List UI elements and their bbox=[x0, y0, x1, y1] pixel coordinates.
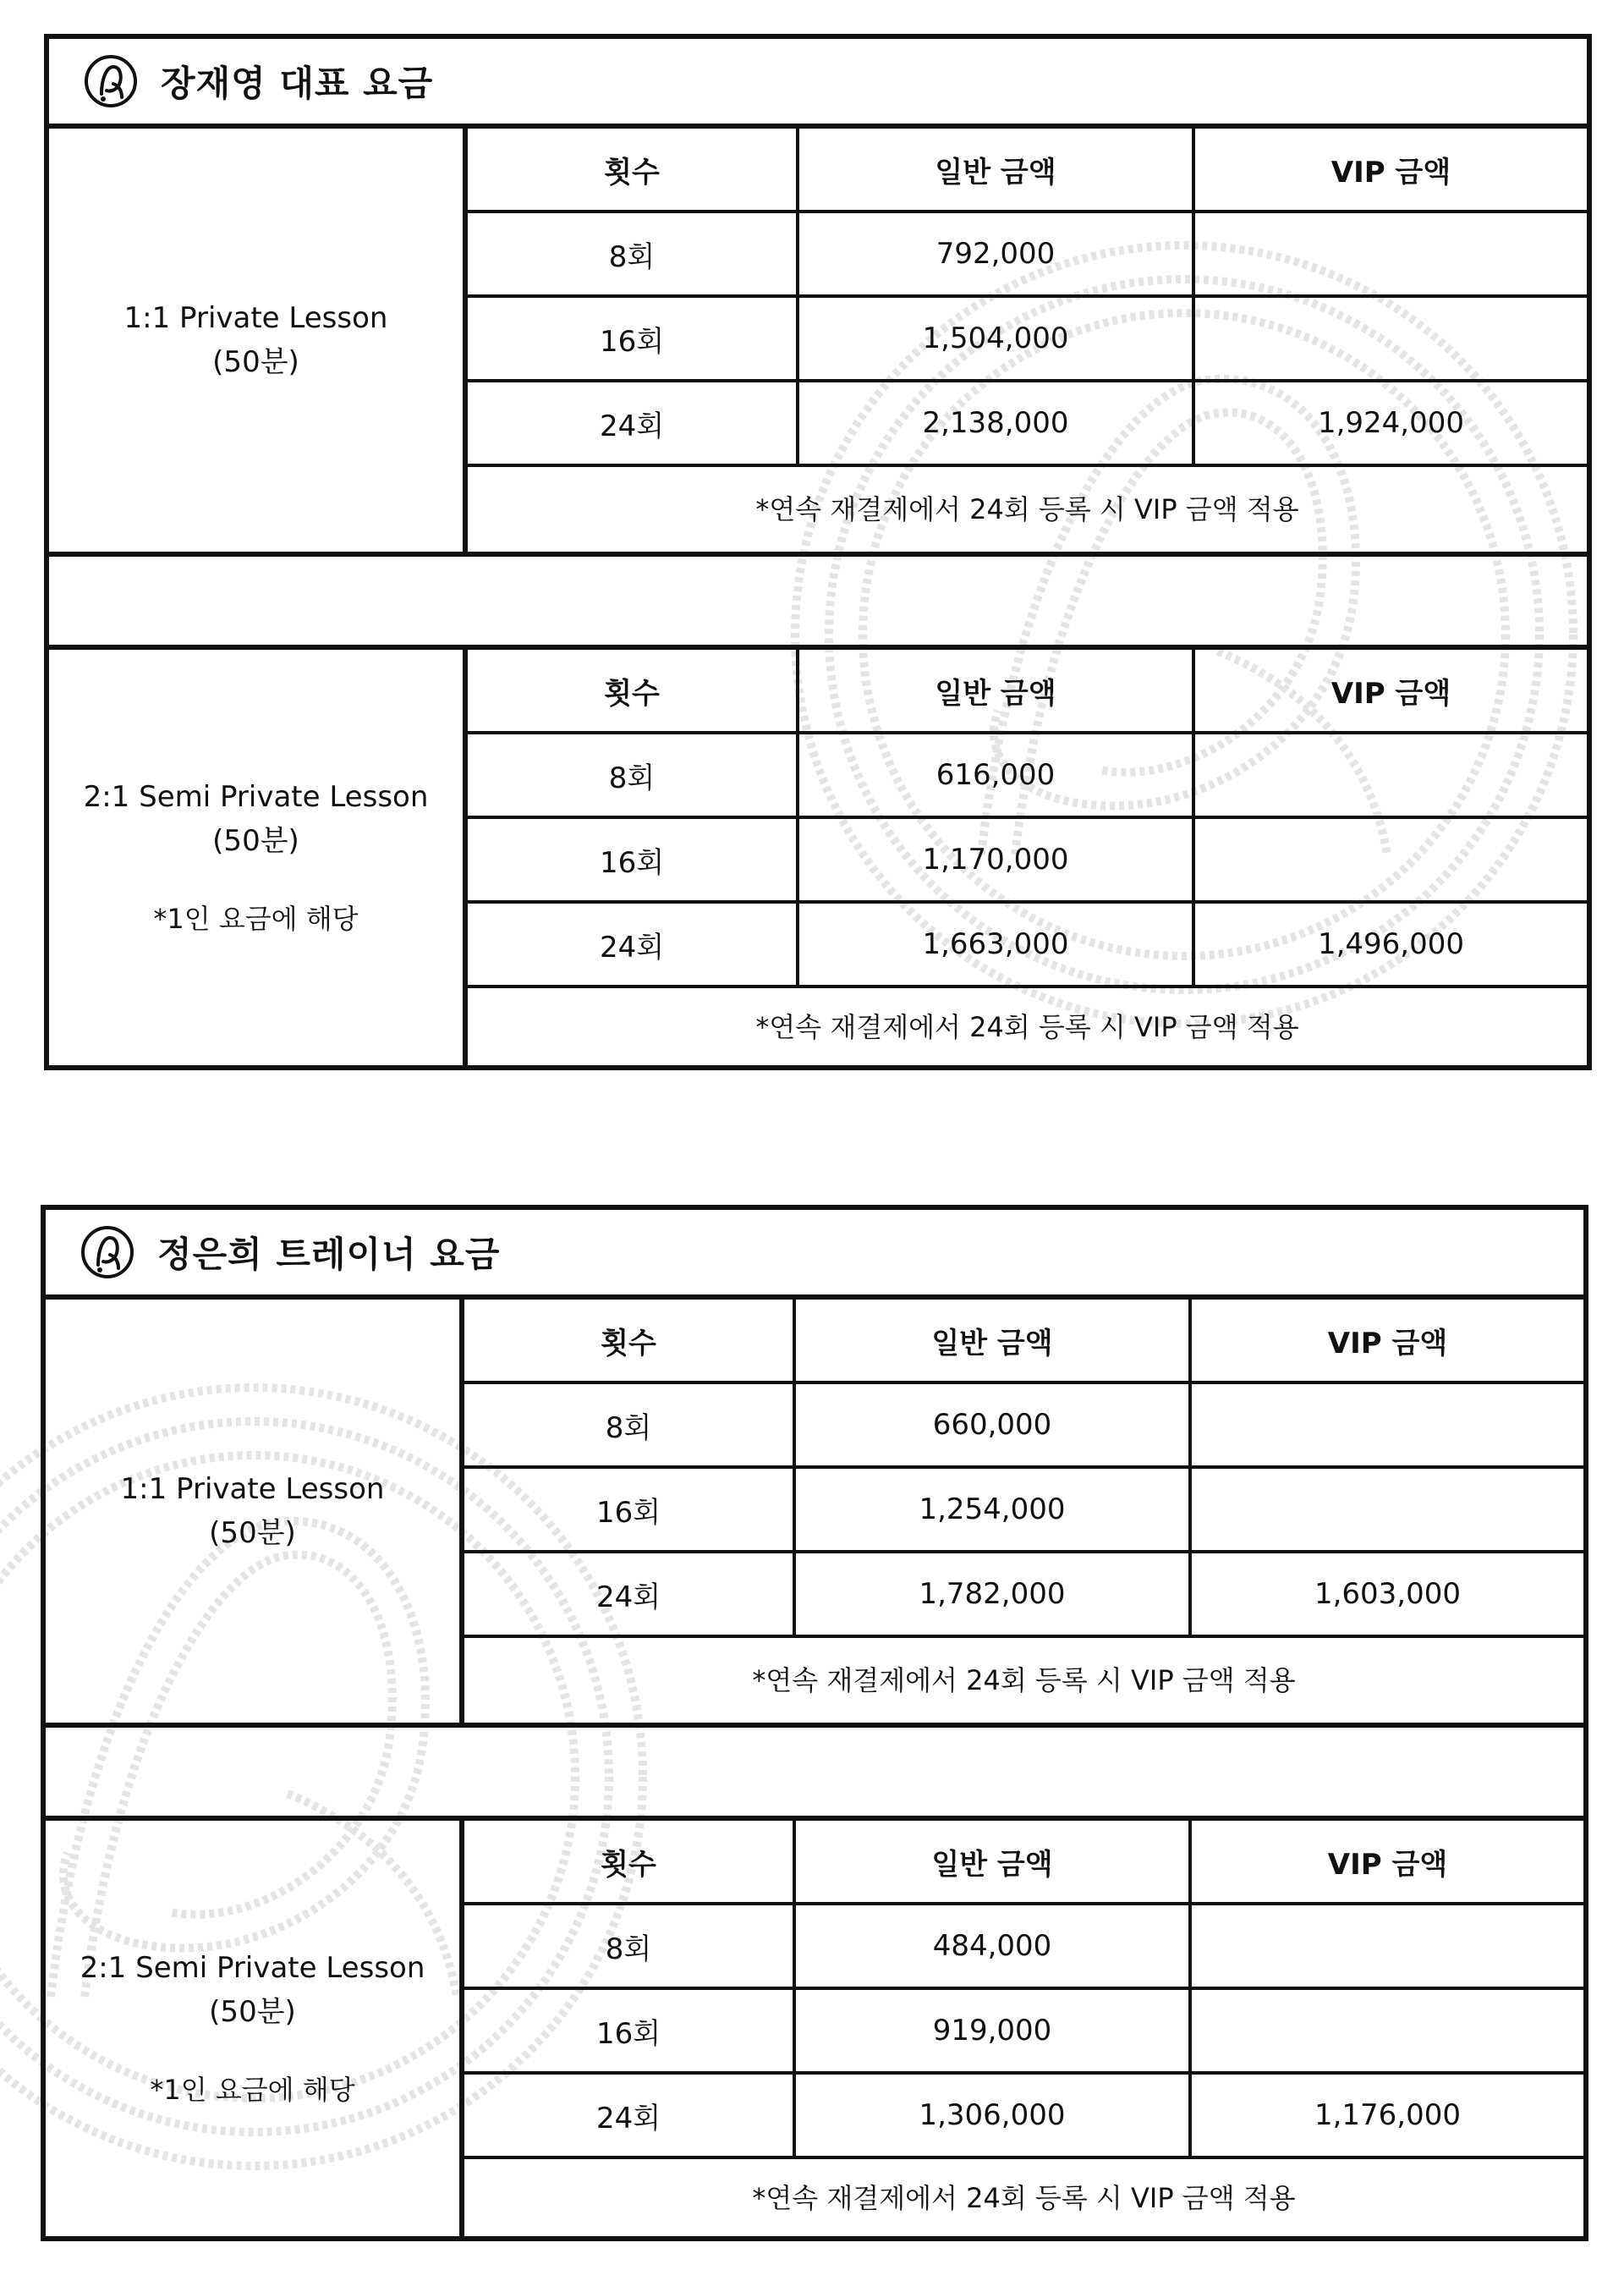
sessions-cell: 16회 bbox=[464, 1990, 796, 2071]
header-vip-price: VIP 금액 bbox=[1327, 1326, 1448, 1360]
header-regular-price: 일반 금액 bbox=[799, 129, 1195, 210]
table-row bbox=[468, 904, 1587, 988]
header-vip-price: VIP 금액 bbox=[1330, 155, 1451, 190]
lesson-type-cell bbox=[46, 1300, 464, 1723]
table-row bbox=[468, 382, 1587, 467]
table-row bbox=[468, 298, 1587, 382]
lesson-duration: (50분) bbox=[212, 345, 299, 379]
footnote-row: *연속 재결제에서 24회 등록 시 VIP 금액 적용 bbox=[752, 1664, 1296, 1696]
lesson-type-cell bbox=[46, 1821, 464, 2236]
table-row bbox=[468, 734, 1587, 819]
section-divider bbox=[49, 552, 1587, 650]
vip-price-cell: 1,496,000 bbox=[1317, 927, 1465, 961]
vip-price-cell bbox=[1192, 1384, 1583, 1465]
card-header bbox=[49, 39, 1587, 129]
sessions-cell: 24회 bbox=[464, 2075, 796, 2156]
regular-price-cell: 1,254,000 bbox=[796, 1469, 1192, 1550]
card-title: 정은희 트레이너 요금 bbox=[157, 1234, 501, 1275]
regular-price-cell: 660,000 bbox=[796, 1384, 1192, 1465]
footnote-row: *연속 재결제에서 24회 등록 시 VIP 금액 적용 bbox=[755, 1010, 1299, 1043]
header-sessions: 횟수 bbox=[468, 129, 799, 210]
header-sessions: 횟수 bbox=[464, 1300, 796, 1381]
header-vip-price: VIP 금액 bbox=[1330, 676, 1451, 711]
sessions-cell: 16회 bbox=[468, 819, 799, 900]
pricing-card-1 bbox=[44, 34, 1592, 1070]
lesson-name: 2:1 Semi Private Lesson bbox=[80, 1950, 425, 1985]
table-row bbox=[464, 1553, 1583, 1638]
vip-price-cell: 1,924,000 bbox=[1317, 406, 1465, 440]
lesson-note: *1인 요금에 해당 bbox=[153, 902, 359, 935]
footnote-row: *연속 재결제에서 24회 등록 시 VIP 금액 적용 bbox=[752, 2181, 1296, 2214]
brand-logo-icon bbox=[83, 53, 139, 109]
sessions-cell: 8회 bbox=[464, 1384, 796, 1465]
regular-price-cell: 1,504,000 bbox=[799, 298, 1195, 379]
lesson-section-semi-private bbox=[46, 1821, 1583, 2236]
table-row bbox=[468, 819, 1587, 904]
vip-price-cell bbox=[1195, 734, 1587, 816]
regular-price-cell: 2,138,000 bbox=[799, 382, 1195, 464]
vip-price-cell bbox=[1195, 213, 1587, 294]
table-row bbox=[468, 213, 1587, 298]
sessions-cell: 24회 bbox=[468, 904, 799, 985]
sessions-cell: 8회 bbox=[464, 1905, 796, 1987]
header-regular-price: 일반 금액 bbox=[799, 650, 1195, 731]
lesson-type-cell bbox=[49, 650, 468, 1065]
header-vip-price: VIP 금액 bbox=[1327, 1847, 1448, 1882]
pricing-card-2 bbox=[41, 1205, 1588, 2241]
table-header-row bbox=[468, 650, 1587, 734]
sessions-cell: 16회 bbox=[464, 1469, 796, 1550]
lesson-name: 2:1 Semi Private Lesson bbox=[83, 779, 429, 814]
lesson-note: *1인 요금에 해당 bbox=[150, 2073, 355, 2106]
card-header bbox=[46, 1210, 1583, 1300]
lesson-duration: (50분) bbox=[209, 1516, 296, 1550]
vip-price-cell bbox=[1195, 298, 1587, 379]
lesson-section-private bbox=[46, 1300, 1583, 1723]
table-row bbox=[464, 2075, 1583, 2159]
vip-price-cell: 1,603,000 bbox=[1314, 1577, 1462, 1611]
header-regular-price: 일반 금액 bbox=[796, 1821, 1192, 1902]
sessions-cell: 8회 bbox=[468, 734, 799, 816]
lesson-name: 1:1 Private Lesson bbox=[120, 1472, 385, 1506]
price-table bbox=[468, 650, 1587, 1065]
table-row bbox=[464, 1905, 1583, 1990]
regular-price-cell: 919,000 bbox=[796, 1990, 1192, 2071]
regular-price-cell: 1,306,000 bbox=[796, 2075, 1192, 2156]
lesson-section-semi-private bbox=[49, 650, 1587, 1065]
brand-logo-icon bbox=[80, 1224, 135, 1280]
card-title: 장재영 대표 요금 bbox=[161, 63, 434, 104]
vip-price-cell bbox=[1192, 1905, 1583, 1987]
vip-price-cell bbox=[1192, 1990, 1583, 2071]
lesson-duration: (50분) bbox=[212, 823, 299, 858]
sessions-cell: 8회 bbox=[468, 213, 799, 294]
lesson-duration: (50분) bbox=[209, 1994, 296, 2029]
lesson-section-private bbox=[49, 129, 1587, 552]
price-table bbox=[468, 129, 1587, 552]
header-regular-price: 일반 금액 bbox=[796, 1300, 1192, 1381]
vip-price-cell bbox=[1195, 819, 1587, 900]
lesson-type-cell bbox=[49, 129, 468, 552]
regular-price-cell: 1,663,000 bbox=[799, 904, 1195, 985]
sessions-cell: 24회 bbox=[468, 382, 799, 464]
section-divider bbox=[46, 1723, 1583, 1821]
vip-price-cell bbox=[1192, 1469, 1583, 1550]
regular-price-cell: 792,000 bbox=[799, 213, 1195, 294]
regular-price-cell: 1,170,000 bbox=[799, 819, 1195, 900]
table-header-row bbox=[464, 1821, 1583, 1905]
table-header-row bbox=[468, 129, 1587, 213]
table-row bbox=[464, 1990, 1583, 2075]
header-sessions: 횟수 bbox=[464, 1821, 796, 1902]
regular-price-cell: 484,000 bbox=[796, 1905, 1192, 1987]
sessions-cell: 16회 bbox=[468, 298, 799, 379]
price-table bbox=[464, 1821, 1583, 2236]
regular-price-cell: 616,000 bbox=[799, 734, 1195, 816]
lesson-name: 1:1 Private Lesson bbox=[123, 301, 388, 335]
regular-price-cell: 1,782,000 bbox=[796, 1553, 1192, 1635]
table-row bbox=[464, 1384, 1583, 1469]
table-row bbox=[464, 1469, 1583, 1553]
header-sessions: 횟수 bbox=[468, 650, 799, 731]
price-table bbox=[464, 1300, 1583, 1723]
vip-price-cell: 1,176,000 bbox=[1314, 2098, 1462, 2132]
footnote-row: *연속 재결제에서 24회 등록 시 VIP 금액 적용 bbox=[755, 493, 1299, 525]
sessions-cell: 24회 bbox=[464, 1553, 796, 1635]
table-header-row bbox=[464, 1300, 1583, 1384]
